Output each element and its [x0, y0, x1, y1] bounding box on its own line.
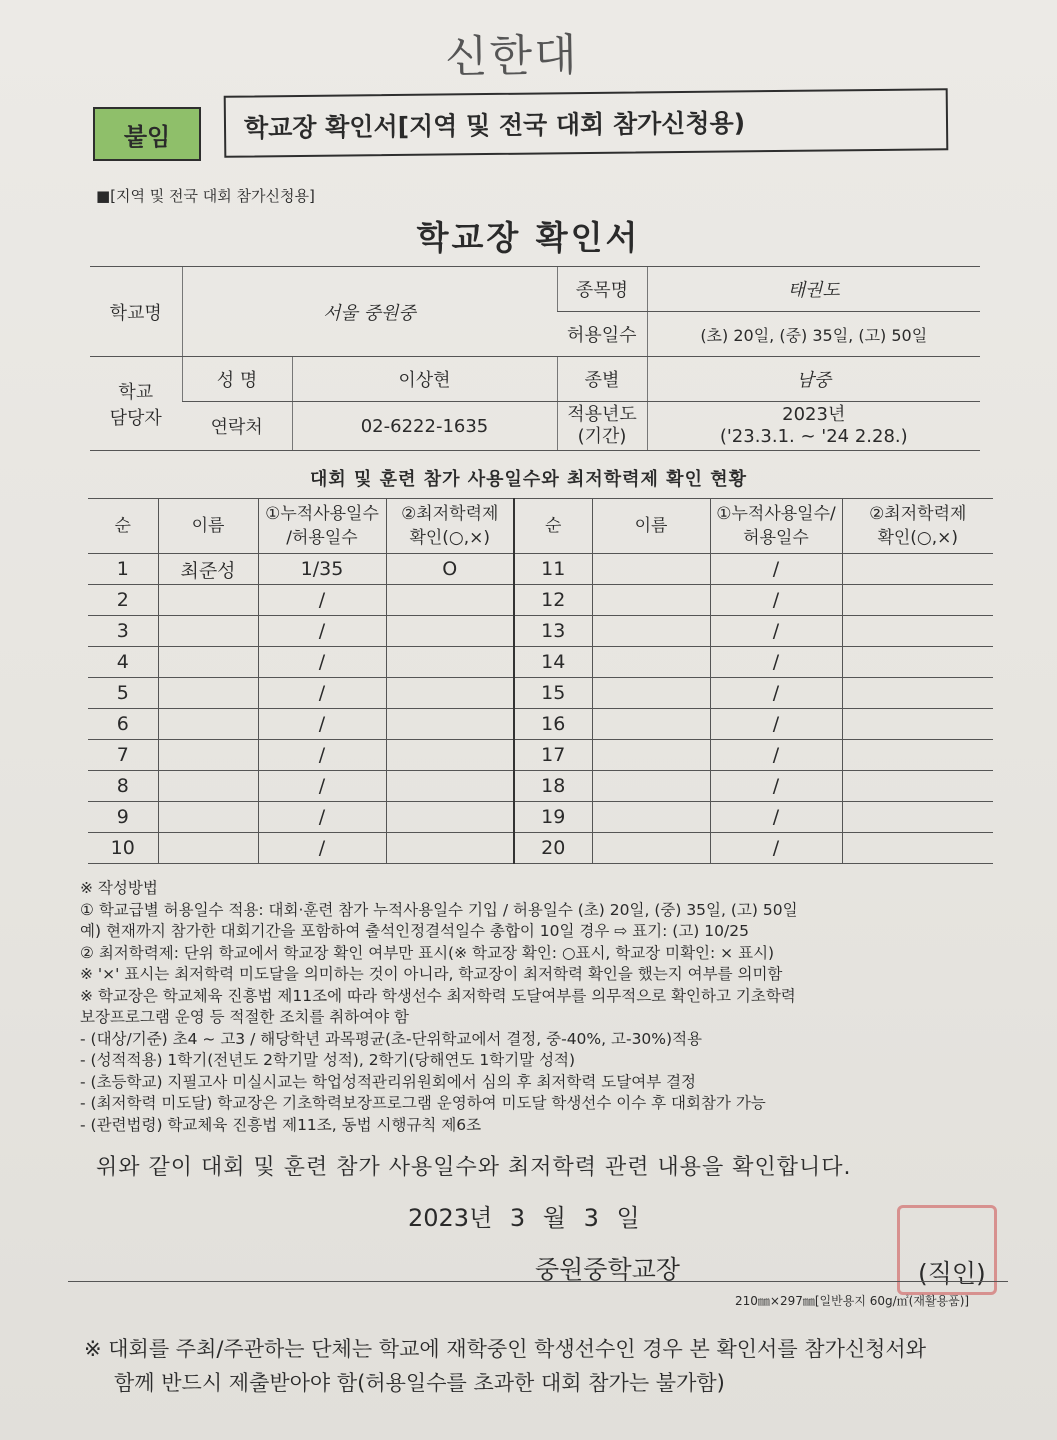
row-no: 14 [514, 647, 592, 678]
contact-value: 02-6222-1635 [292, 402, 557, 451]
min-score-check [386, 585, 514, 616]
subheader: ■[지역 및 전국 대회 참가신청용] [96, 187, 315, 205]
days-used: / [258, 709, 386, 740]
min-score-check [386, 771, 514, 802]
min-score-check [842, 709, 993, 740]
handwritten-note: 신한대 [444, 29, 580, 84]
student-name [592, 833, 710, 864]
min-score-check [842, 554, 993, 585]
note-line: - (대상/기준) 초4 ~ 고3 / 해당학년 과목평균(초-단위학교에서 결정, 중-40%, 고-30%)적용 [80, 1029, 703, 1048]
student-name [592, 771, 710, 802]
row-no: 19 [514, 802, 592, 833]
note-line: - (관련법령) 학교체육 진흥법 제11조, 동법 시행규칙 제6조 [80, 1115, 482, 1134]
year-label: 적용년도 (기간) [557, 402, 647, 451]
min-score-check [386, 833, 514, 864]
row-no: 4 [88, 647, 158, 678]
days-used: / [258, 833, 386, 864]
days-used: / [258, 771, 386, 802]
student-name [592, 585, 710, 616]
days-used: / [710, 585, 842, 616]
min-score-check [842, 802, 993, 833]
category-label: 종별 [557, 357, 647, 402]
note-line: ※ 작성방법 [80, 879, 158, 897]
school-value: 서울 중원중 [182, 267, 557, 357]
name-value: 이상현 [292, 357, 557, 402]
student-name [158, 802, 258, 833]
sport-value: 태권도 [647, 267, 980, 312]
days-used: / [258, 678, 386, 709]
row-no: 8 [88, 771, 158, 802]
row-no: 9 [88, 802, 158, 833]
student-name [592, 709, 710, 740]
min-score-check [386, 678, 514, 709]
table-row [88, 740, 993, 771]
name-label: 성 명 [182, 357, 292, 402]
category-value: 남중 [647, 357, 980, 402]
days-used: / [710, 709, 842, 740]
col-header-name-2: 이름 [592, 499, 710, 554]
student-name [158, 740, 258, 771]
row-no: 18 [514, 771, 592, 802]
days-used: / [258, 802, 386, 833]
allowed-days-value: (초) 20일, (중) 35일, (고) 50일 [647, 312, 980, 357]
col-header-no-2: 순 [514, 499, 592, 554]
row-no: 16 [514, 709, 592, 740]
table-row [88, 554, 993, 585]
row-no: 3 [88, 616, 158, 647]
table-row [88, 585, 993, 616]
note-line: ① 학교급별 허용일수 적용: 대회·훈련 참가 누적사용일수 기입 / 허용일수 (초) 20일, (중) 35일, (고) 50일 [80, 900, 798, 919]
table-row [88, 616, 993, 647]
min-score-check [386, 647, 514, 678]
col-header-no: 순 [88, 499, 158, 554]
student-name [592, 678, 710, 709]
row-no: 20 [514, 833, 592, 864]
section-title: 대회 및 훈련 참가 사용일수와 최저학력제 확인 현황 [309, 469, 747, 490]
row-no: 6 [88, 709, 158, 740]
table-row [88, 647, 993, 678]
table-row [88, 709, 993, 740]
footnote-line: 함께 반드시 제출받아야 함(허용일수를 초과한 대회 참가는 불가함) [114, 1371, 725, 1395]
period-value: ('23.3.1. ~ '24 2.28.) [719, 426, 908, 447]
row-no: 10 [88, 833, 158, 864]
col-header-min-score-2: ②최저학력제 확인(○,×) [842, 499, 993, 554]
days-used: / [710, 802, 842, 833]
row-no: 1 [88, 554, 158, 585]
year-cell [647, 402, 980, 451]
info-table [90, 266, 980, 451]
row-no: 2 [88, 585, 158, 616]
days-used: / [258, 647, 386, 678]
min-score-check [842, 833, 993, 864]
student-name [158, 647, 258, 678]
note-line: ② 최저학력제: 단위 학교에서 학교장 확인 여부만 표시(※ 학교장 확인: ○표시, 학교장 미확인: × 표시) [80, 943, 775, 962]
signature-divider [68, 1281, 1008, 1282]
school-label: 학교명 [90, 267, 182, 357]
manager-label: 학교 담당자 [90, 357, 182, 451]
min-score-check [386, 616, 514, 647]
days-used: / [710, 616, 842, 647]
header-title: 학교장 확인서[지역 및 전국 대회 참가신청용) [224, 88, 949, 158]
min-score-check [842, 616, 993, 647]
table-row [88, 833, 993, 864]
attachment-badge: 붙임 [93, 107, 201, 161]
student-name [158, 616, 258, 647]
min-score-check [842, 740, 993, 771]
row-no: 7 [88, 740, 158, 771]
student-name [592, 616, 710, 647]
days-used: / [710, 647, 842, 678]
student-name: 최준성 [158, 554, 258, 585]
row-no: 17 [514, 740, 592, 771]
table-row [88, 678, 993, 709]
student-name [158, 678, 258, 709]
col-header-days-2: ①누적사용일수/ 허용일수 [710, 499, 842, 554]
min-score-check [842, 678, 993, 709]
confirmation-text: 위와 같이 대회 및 훈련 참가 사용일수와 최저학력 관련 내용을 확인합니다. [96, 1155, 852, 1180]
sport-label: 종목명 [557, 267, 647, 312]
note-line: - (최저학력 미도달) 학교장은 기초학력보장프로그램 운영하여 미도달 학생선수 이수 후 대회참가 가능 [80, 1094, 766, 1112]
allowed-days-label: 허용일수 [557, 312, 647, 357]
student-name [158, 709, 258, 740]
student-name [158, 833, 258, 864]
participation-table [88, 498, 993, 864]
note-line: ※ 학교장은 학교체육 진흥법 제11조에 따라 학생선수 최저학력 도달여부를 의무적으로 확인하고 기초학력 [80, 986, 796, 1005]
year-value: 2023년 [782, 404, 846, 425]
min-score-check [386, 740, 514, 771]
days-used: 1/35 [258, 554, 386, 585]
min-score-check [842, 771, 993, 802]
principal-name: 중원중학교장 [535, 1255, 680, 1284]
min-score-check [386, 802, 514, 833]
table-row [88, 771, 993, 802]
seal-label: (직인) [918, 1259, 986, 1288]
col-header-min-score: ②최저학력제 확인(○,×) [386, 499, 514, 554]
days-used: / [258, 740, 386, 771]
instructions [80, 878, 1000, 1136]
min-score-check [386, 709, 514, 740]
student-name [158, 585, 258, 616]
days-used: / [710, 554, 842, 585]
row-no: 13 [514, 616, 592, 647]
row-no: 15 [514, 678, 592, 709]
row-no: 12 [514, 585, 592, 616]
student-name [592, 802, 710, 833]
min-score-check [842, 647, 993, 678]
days-used: / [710, 678, 842, 709]
note-line: - (성적적용) 1학기(전년도 2학기말 성적), 2학기(당해연도 1학기말 성적) [80, 1051, 576, 1069]
note-line: 예) 현재까지 참가한 대회기간을 포함하여 출석인정결석일수 총합이 10일 경우 ⇨ 표기: (고) 10/25 [80, 922, 749, 940]
note-line: 보장프로그램 운영 등 적절한 조치를 취하여야 함 [80, 1008, 410, 1026]
days-used: / [258, 616, 386, 647]
days-used: / [710, 833, 842, 864]
student-name [592, 740, 710, 771]
document-title: 학교장 확인서 [416, 218, 641, 257]
row-no: 11 [514, 554, 592, 585]
footnote [84, 1332, 1014, 1400]
note-line: - (초등학교) 지필고사 미실시교는 학업성적관리위원회에서 심의 후 최저학력 도달여부 결정 [80, 1072, 697, 1091]
note-line: ※ '×' 표시는 최저학력 미도달을 의미하는 것이 아니라, 학교장이 최저학력 확인을 했는지 여부를 의미함 [80, 965, 783, 983]
days-used: / [710, 771, 842, 802]
student-name [158, 771, 258, 802]
col-header-days: ①누적사용일수 /허용일수 [258, 499, 386, 554]
row-no: 5 [88, 678, 158, 709]
days-used: / [258, 585, 386, 616]
paper-size-note: 210㎜×297㎜[일반용지 60g/㎡(재활용품)] [735, 1294, 970, 1308]
student-name [592, 647, 710, 678]
min-score-check [842, 585, 993, 616]
footnote-line: ※ 대회를 주최/주관하는 단체는 학교에 재학중인 학생선수인 경우 본 확인서를 참가신청서와 [84, 1337, 927, 1361]
table-row [88, 802, 993, 833]
student-name [592, 554, 710, 585]
col-header-name: 이름 [158, 499, 258, 554]
issue-date: 2023년 3 월 3 일 [408, 1204, 640, 1232]
contact-label: 연락처 [182, 402, 292, 451]
days-used: / [710, 740, 842, 771]
min-score-check: O [386, 554, 514, 585]
